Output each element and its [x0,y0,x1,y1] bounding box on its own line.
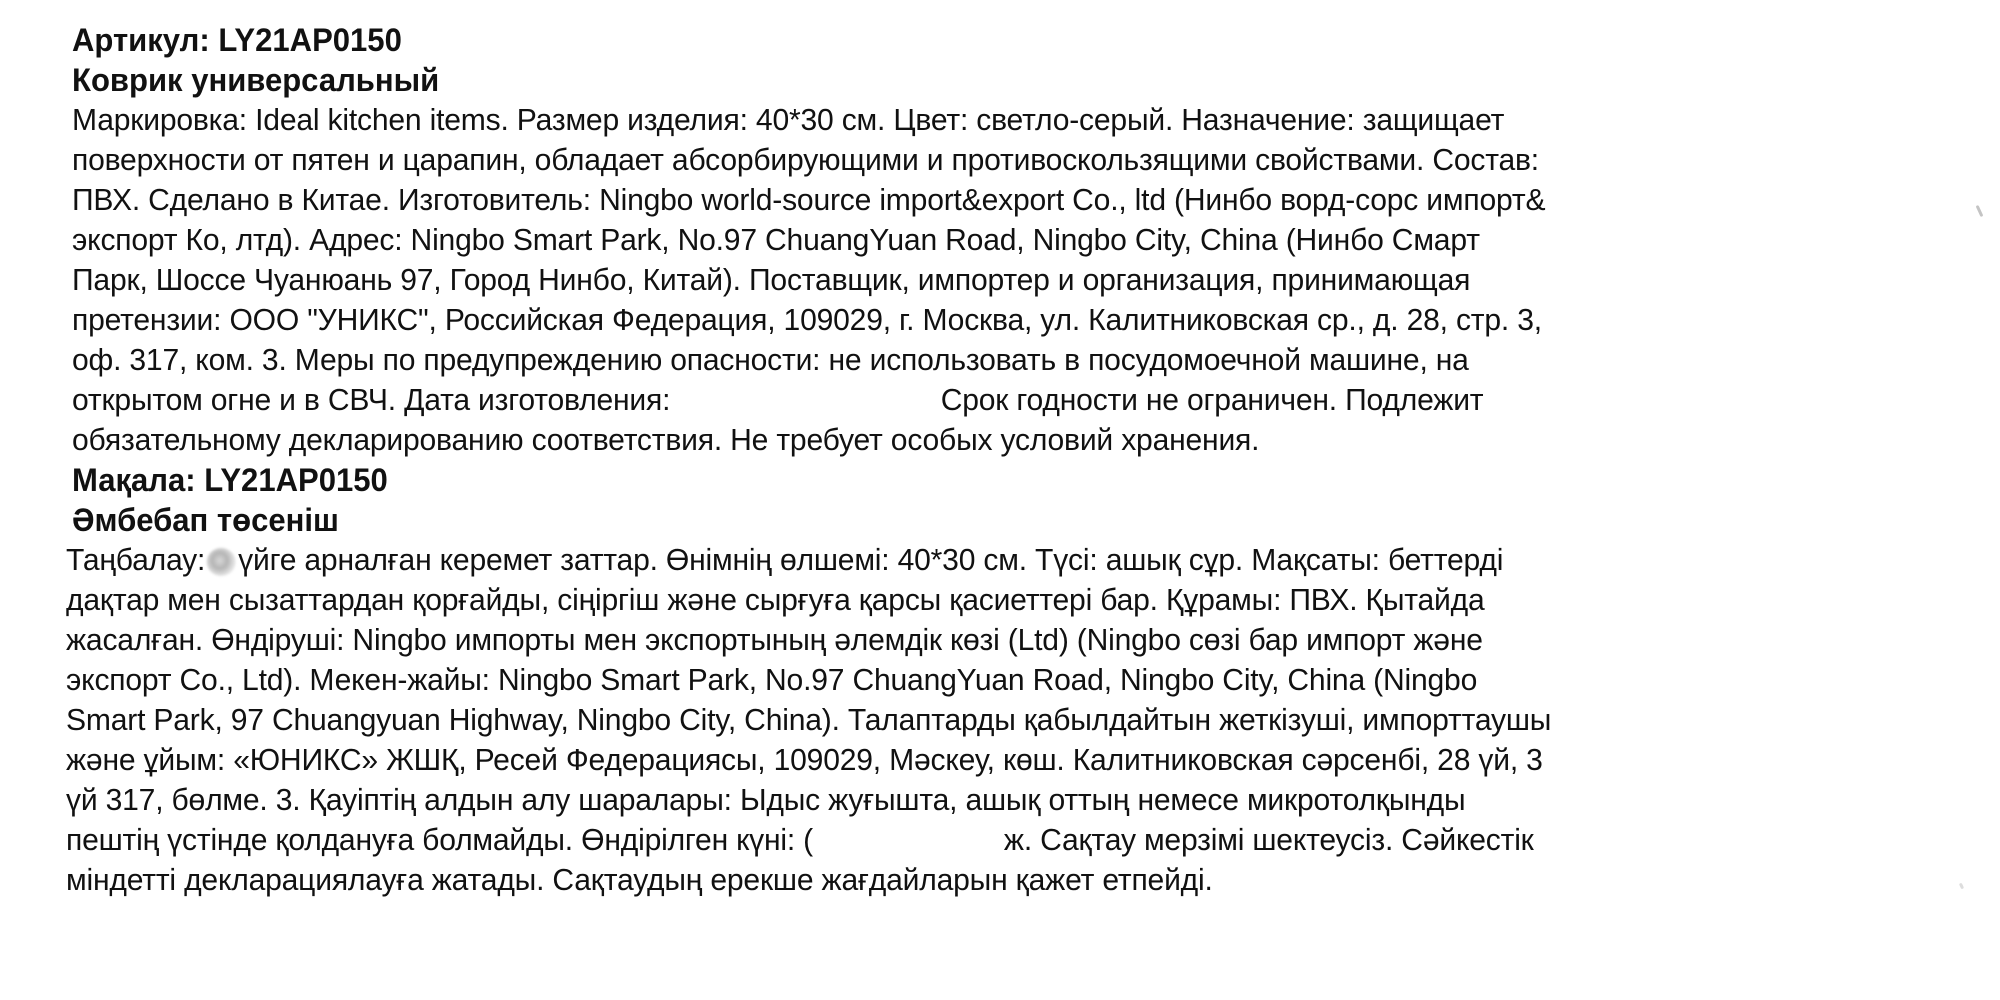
product-name-kz: Әмбебап төсеніш [72,502,339,538]
description-line-kz: экспорт Co., Ltd). Мекен-жайы: Ningbo Smart Park, No.97 ChuangYuan Road, Ningbo City, China (Ningbo [66,662,1478,697]
description-line-kz: дақтар мен сызаттардан қорғайды, сіңіргіш және сырғуға қарсы қасиеттері бар. Құрамы: ПВХ. Қытайда [66,582,1485,617]
product-name-ru: Коврик универсальный [72,62,440,98]
manufacture-date-label-ru: открытом огне и в СВЧ. Дата изготовления: [72,382,671,417]
description-line-ru: Парк, Шоссе Чуанюань 97, Город Нинбо, Китай). Поставщик, импортер и организация, принимающая [72,262,1471,297]
manufacture-date-line-ru [72,380,1915,420]
smudge-mark-icon [207,548,236,576]
description-line-kz: үй 317, бөлме. 3. Қауіптің алдын алу шаралары: Ыдыс жуғышта, ашық оттың немесе микротолқынды [66,782,1466,817]
manufacture-date-label-kz: пештің үстінде қолдануға болмайды. Өндірілген күні: ( [66,822,813,857]
redacted-date-kz [821,820,996,860]
label-section-russian [72,20,1972,460]
shelf-life-text-kz: ж. Сақтау мерзімі шектеусіз. Сәйкестік [1003,822,1534,857]
manufacture-date-line-kz [66,820,1915,860]
redacted-date-ru [678,380,932,420]
product-label [66,20,1972,900]
description-line-kz: және ұйым: «ЮНИКС» ЖШҚ, Ресей Федерациясы, 109029, Мәскеу, көш. Калитниковская сәрсенбі, 28 үй, 3 [66,742,1543,777]
shelf-life-text-ru: Срок годности не ограничен. Подлежит [940,382,1484,417]
description-line-ru: Маркировка: Ideal kitchen items. Размер изделия: 40*30 см. Цвет: светло-серый. Назначение: защищает [72,102,1505,137]
description-line-ru: поверхности от пятен и царапин, обладает абсорбирующими и противоскользящими свойствами. Состав: [72,142,1539,177]
scan-speck-icon [1976,205,1984,217]
marking-text-kz: үйге арналған керемет заттар. Өнімнің өлшемі: 40*30 см. Түсі: ашық сұр. Мақсаты: беттерді [238,542,1504,577]
marking-label-kz: Таңбалау: [66,542,206,577]
description-line-ru: претензии: ООО "УНИКС", Российская Федерация, 109029, г. Москва, ул. Калитниковская ср., д. 28, стр. 3, [72,302,1542,337]
article-number-kz: Мақала: LY21AP0150 [72,462,388,498]
description-line-kz: Smart Park, 97 Chuangyuan Highway, Ningbo City, China). Талаптарды қабылдайтын жеткізуші, импорттаушы [66,702,1552,737]
description-line-kz: міндетті декларациялауға жатады. Сақтаудың ерекше жағдайларын қажет етпейді. [66,862,1213,897]
label-section-kazakh [66,460,1972,900]
marking-line-kz [66,540,1915,580]
description-line-ru: оф. 317, ком. 3. Меры по предупреждению опасности: не использовать в посудомоечной машине, на [72,342,1469,377]
description-line-ru: экспорт Ко, лтд). Адрес: Ningbo Smart Park, No.97 ChuangYuan Road, Ningbo City, China (Нинбо Смарт [72,222,1480,257]
article-number-ru: Артикул: LY21AP0150 [72,22,402,58]
description-line-kz: жасалған. Өндіруші: Ningbo импорты мен экспортының әлемдік көзі (Ltd) (Ningbo сөзі бар импорт және [66,622,1483,657]
description-line-ru: обязательному декларированию соответствия. Не требует особых условий хранения. [72,422,1260,457]
description-line-ru: ПВХ. Сделано в Китае. Изготовитель: Ningbo world-source import&export Co., ltd (Нинбо ворд-сорс импорт& [72,182,1546,217]
